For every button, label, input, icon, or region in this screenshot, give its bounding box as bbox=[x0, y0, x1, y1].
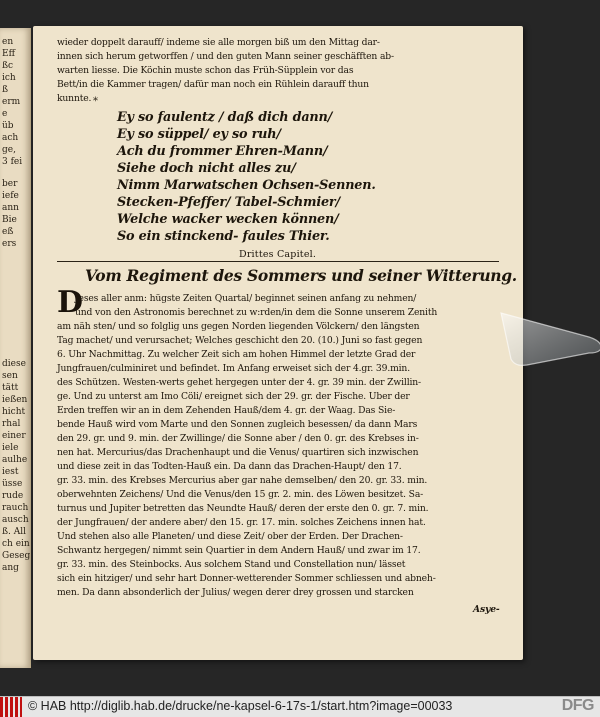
catchword: Asye- bbox=[473, 604, 500, 615]
margin-fragment: ber bbox=[2, 179, 18, 189]
text-line: Schwantz hergegen/ nimmt sein Quartier in dem Andern Hauß/ und zwar im 17. bbox=[57, 545, 421, 556]
margin-fragment: üsse bbox=[2, 479, 23, 489]
text-line: 6. Uhr Nachmittag. Zu welcher Zeit sich am hohen Himmel der letzte Grad der bbox=[57, 349, 416, 360]
margin-fragment: ann bbox=[2, 203, 19, 213]
text-line: kunnte. bbox=[57, 93, 92, 104]
margin-fragment: iele bbox=[2, 443, 19, 453]
text-line: am näh sten/ und so folglig uns gegen Norden liegenden Völckern/ den längsten bbox=[57, 321, 420, 332]
margin-fragment: ang bbox=[2, 563, 19, 573]
separator-rule bbox=[57, 261, 499, 262]
margin-fragment: hicht bbox=[2, 407, 26, 417]
margin-fragment: ß. All bbox=[2, 527, 26, 537]
margin-fragment: üb bbox=[2, 121, 14, 131]
margin-fragment: ß bbox=[2, 85, 9, 95]
poem-line: Stecken-Pfeffer/ Tabel-Schmier/ bbox=[117, 195, 340, 210]
text-line: men. Da dann absonderlich der Julius/ wegen derer drey grossen und starcken bbox=[57, 587, 414, 598]
margin-fragment: erm bbox=[2, 97, 21, 107]
poem-line: Siehe doch nicht alles zu/ bbox=[117, 161, 296, 176]
drop-cap: D bbox=[57, 285, 84, 320]
text-line: innen sich herum getworffen / und den guten Mann seiner geschäfften ab- bbox=[57, 51, 394, 62]
text-line: sich ein hitziger/ und sehr hart Donner-wetterender Sommer schliessen und abneh- bbox=[57, 573, 436, 584]
margin-fragment: ießen bbox=[2, 395, 28, 405]
margin-fragment: Eff bbox=[2, 49, 15, 59]
text-line: turnus und Jupiter betretten das Neundte Hauß/ deren der erste den 0. gr. 7. min. bbox=[57, 503, 429, 514]
next-page-arrow-icon[interactable] bbox=[497, 307, 600, 377]
flag-icon bbox=[0, 697, 22, 717]
text-line: Jeses aller anm: hügste Zeiten Quartal/ beginnet seinen anfang zu nehmen/ bbox=[75, 293, 417, 304]
text-line: der Jungfrauen/ der andere aber/ den 15. gr. 17. min. solches Zeichens innen hat. bbox=[57, 517, 426, 528]
margin-fragment: rhal bbox=[2, 419, 21, 429]
margin-fragment: ausch bbox=[2, 515, 29, 525]
margin-fragment: eß bbox=[2, 227, 14, 237]
text-line: bende Hauß wird vom Marte und den Sonnen zugleich besessen/ da dann Mars bbox=[57, 419, 418, 430]
text-line: und diese zeit in das Todten-Hauß ein. Da dann das Drachen-Haupt/ den 17. bbox=[57, 461, 402, 472]
margin-fragment: e bbox=[2, 109, 8, 119]
text-line: oberwehnten Zeichens/ Und die Venus/den 15 gr. 2. min. des Löwen besitzet. Sa- bbox=[57, 489, 424, 500]
margin-fragment: diese bbox=[2, 359, 26, 369]
copyright-link[interactable]: © HAB http://diglib.hab.de/drucke/ne-kapsel-6-17s-1/start.htm?image=00033 bbox=[28, 699, 453, 713]
margin-fragment: ßc bbox=[2, 61, 14, 71]
text-line: warten liesse. Die Köchin muste schon das Früh-Süpplein vor das bbox=[57, 65, 354, 76]
text-line: Erden treffen wir an in dem Zehenden Hauß/dem 4. gr. der Waag. Das Sie- bbox=[57, 405, 396, 416]
margin-fragment: rude bbox=[2, 491, 24, 501]
text-line: Tag machet/ und verursachet; Welches geschicht den 20. (10.) Juni so fast gegen bbox=[57, 335, 423, 346]
text-line: nen hat. Mercurius/das Drachenhaupt und die Venus/ quartiren sich inzwischen bbox=[57, 447, 419, 458]
poem-line: So ein stinckend- faules Thier. bbox=[117, 229, 330, 244]
dfg-logo: DFG bbox=[561, 697, 594, 714]
margin-fragment: iest bbox=[2, 467, 19, 477]
footer-bar bbox=[0, 696, 600, 717]
poem-line: Ey so faulentz / daß dich dann/ bbox=[117, 110, 333, 125]
text-line: ge. Und zu unterst am Imo Cöli/ ereignet sich der 29. gr. der Fische. Uber der bbox=[57, 391, 410, 402]
margin-fragment: rauch bbox=[2, 503, 29, 513]
poem-line: Ach du frommer Ehren-Mann/ bbox=[117, 144, 328, 159]
poem-line: Welche wacker wecken können/ bbox=[117, 212, 339, 227]
text-line: Bett/in die Kammer tragen/ dafür man noch ein Rühlein darauff thun bbox=[57, 79, 369, 90]
margin-fragment: einer bbox=[2, 431, 26, 441]
margin-fragment: ach bbox=[2, 133, 19, 143]
text-line: Und stehen also alle Planeten/ und diese Zeit/ ober der Erden. Der Drachen- bbox=[57, 531, 403, 542]
text-line: wieder doppelt darauff/ indeme sie alle morgen biß um den Mittag dar- bbox=[57, 37, 380, 48]
text-line: gr. 33. min. des Steinbocks. Aus solchem Stand und Constellation nun/ lässet bbox=[57, 559, 406, 570]
text-line: Jungfrauen/culminiret und befindet. Im Anfang erweiset sich der 4.gr. 39.min. bbox=[57, 363, 410, 374]
chapter-heading: Vom Regiment des Sommers und seiner Witterung. bbox=[85, 266, 517, 285]
poem-line: Nimm Marwatschen Ochsen-Sennen. bbox=[117, 178, 376, 193]
margin-fragment: sen bbox=[2, 371, 18, 381]
margin-fragment: aulhe bbox=[2, 455, 28, 465]
text-line: und von den Astronomis berechnet zu w:rden/in dem die Sonne unserem Zenith bbox=[75, 307, 438, 318]
text-line: gr. 33. min. des Krebses Mercurius aber gar nahe demselben/ den 20. gr. 33. min. bbox=[57, 475, 428, 486]
margin-fragment: Geseg bbox=[2, 551, 31, 561]
margin-fragment: en bbox=[2, 37, 14, 47]
book-page bbox=[33, 26, 523, 660]
text-line: den 29. gr. und 9. min. der Zwillinge/ die Sonne aber / den 0. gr. des Krebses in- bbox=[57, 433, 419, 444]
ornament-mark: * bbox=[93, 96, 98, 107]
margin-fragment: ich bbox=[2, 73, 16, 83]
margin-fragment: Bie bbox=[2, 215, 17, 225]
left-page-edge bbox=[0, 28, 31, 668]
margin-fragment: ge, bbox=[2, 145, 16, 155]
chapter-label: Drittes Capitel. bbox=[239, 249, 317, 260]
margin-fragment: tätt bbox=[2, 383, 19, 393]
margin-fragment: iefe bbox=[2, 191, 19, 201]
margin-fragment: ers bbox=[2, 239, 17, 249]
poem-line: Ey so süppel/ ey so ruh/ bbox=[117, 127, 281, 142]
text-line: des Schützen. Westen-werts gehet hergegen unter der 4. gr. 39 min. der Zwillin- bbox=[57, 377, 421, 388]
margin-fragment: ch ein bbox=[2, 539, 30, 549]
margin-fragment: 3 fei bbox=[2, 157, 23, 167]
